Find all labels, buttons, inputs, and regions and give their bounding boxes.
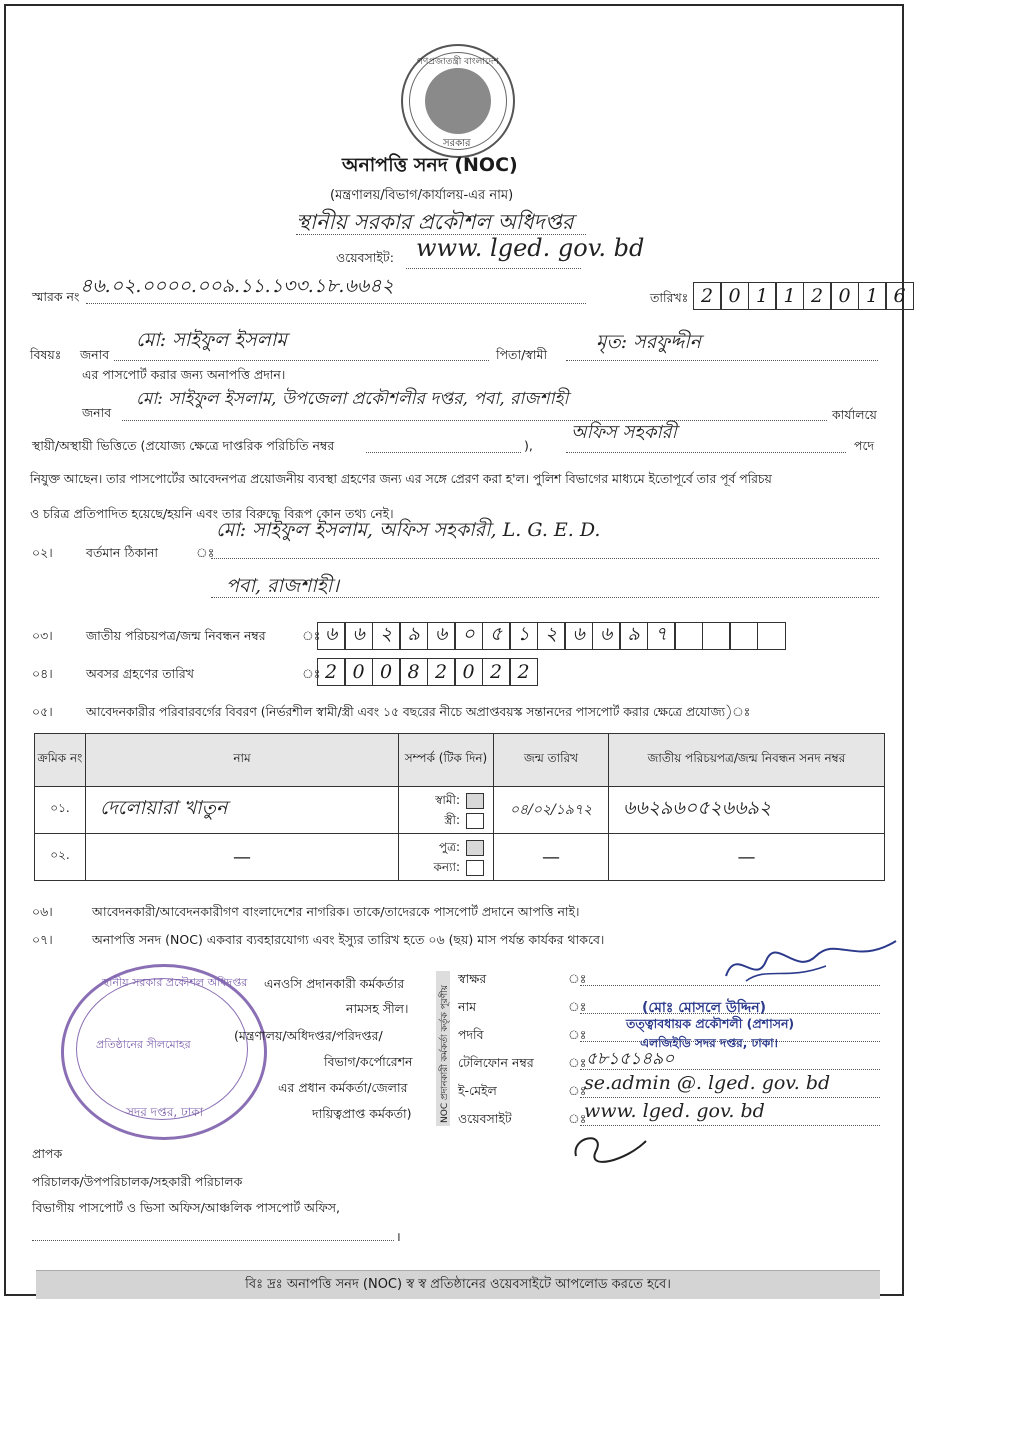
date-digit: 1 xyxy=(748,282,777,310)
date-digit: 1 xyxy=(775,282,804,310)
address-line-2 xyxy=(211,597,879,598)
government-seal xyxy=(401,44,515,158)
post-handwritten: অফিস সহকারী xyxy=(571,422,677,443)
nid-label: জাতীয় পরিচয়পত্র/জন্ম নিবন্ধন নম্বর xyxy=(86,628,266,643)
date-digit: 6 xyxy=(885,282,914,310)
nid-digit: ৬ xyxy=(427,622,456,650)
address-line-1 xyxy=(211,558,879,559)
officer-office-stamp: এলজিইডি সদর দপ্তর, ঢাকা। xyxy=(640,1036,778,1050)
row-dob: ০৪/০২/১৯৭২ xyxy=(494,787,609,834)
table-row xyxy=(35,834,885,881)
officer-signature xyxy=(706,936,906,996)
vertical-strip-text: NOC প্রদানকারী কর্মকর্তা কর্তৃক পূরণীয় xyxy=(440,984,450,1123)
row-serial: ০১. xyxy=(35,787,86,834)
officer-line-5: এর প্রধান কর্মকর্তা/জেলার xyxy=(278,1080,408,1095)
noc-form-sheet xyxy=(4,4,904,1296)
retire-label: অবসর গ্রহণের তারিখ xyxy=(86,666,194,681)
nid-digit: ৯ xyxy=(619,622,648,650)
date-digit: 0 xyxy=(830,282,859,310)
nid-digit: ৬ xyxy=(317,622,346,650)
nid-digit: ১ xyxy=(509,622,538,650)
officer-name-stamp: (মোঃ মোসলে উদ্দিন) xyxy=(642,1000,766,1016)
post-suffix: পদে xyxy=(854,438,875,453)
nid-digit xyxy=(674,622,703,650)
form-title: অনাপত্তি সনদ (NOC) xyxy=(342,154,518,176)
memo-line xyxy=(86,303,586,304)
field-name-label: নাম xyxy=(458,999,477,1014)
date-digit: 2 xyxy=(803,282,832,310)
subject-line-3: স্থায়ী/অস্থায়ী ভিত্তিতে (প্রযোজ্য ক্ষেত্রে দাপ্তরিক পরিচিতি নম্বর xyxy=(32,438,335,453)
website-label: ওয়েবসাইট: xyxy=(336,250,394,265)
col-dob: জন্ম তারিখ xyxy=(494,734,609,787)
nid-digit: ৬ xyxy=(344,622,373,650)
colon: ঃ xyxy=(568,971,587,986)
nid-digit xyxy=(729,622,758,650)
footer-note: বিঃ দ্রঃ অনাপত্তি সনদ (NOC) স্ব স্ব প্রতিষ্ঠানের ওয়েবসাইটে আপলোড করতে হবে। xyxy=(36,1270,880,1299)
col-serial: ক্রমিক নং xyxy=(35,734,86,787)
recipient-line-1: পরিচালক/উপপরিচালক/সহকারী পরিচালক xyxy=(32,1174,243,1189)
colon: ঃ xyxy=(568,1027,587,1042)
colon: ঃ xyxy=(568,999,587,1014)
officer-website-handwritten: www. lged. gov. bd xyxy=(584,1100,765,1122)
table-row xyxy=(35,787,885,834)
address-colon: ঃ xyxy=(196,545,215,560)
checkbox[interactable] xyxy=(466,860,484,876)
father-line xyxy=(566,360,878,361)
paragraph-2: ও চরিত্র প্রতিপাদিত হয়েছে/হয়নি এবং তার বিরুদ্ধে বিরূপ কোন তথ্য নেই। xyxy=(30,506,394,521)
officer-line-3: (মন্ত্রণালয়/অধিদপ্তর/পরিদপ্তর/ xyxy=(234,1028,383,1043)
janab-label: জনাব xyxy=(80,347,110,362)
stamp-bottom-text: সদর দপ্তর, ঢাকা xyxy=(126,1105,204,1119)
retire-digit: 2 xyxy=(482,658,511,686)
nid-boxes xyxy=(318,622,786,650)
officer-email-handwritten: se.admin @. lged. gov. bd xyxy=(584,1072,831,1094)
officer-phone-handwritten: ৫৮১৫১৪৯০ xyxy=(586,1049,675,1069)
clause-07-num: ০৭। xyxy=(32,932,53,947)
date-boxes xyxy=(694,282,914,310)
retire-digit: 8 xyxy=(399,658,428,686)
checkbox[interactable] xyxy=(466,793,484,809)
clause-06-text: আবেদনকারী/আবেদনকারীগণ বাংলাদেশের নাগরিক। তাকে/তাদেরকে পাসপোর্ট প্রদানে আপত্তি নাই। xyxy=(92,904,580,919)
seal-top-text: গণপ্রজাতন্ত্রী বাংলাদেশ xyxy=(417,57,499,67)
checkbox[interactable] xyxy=(466,840,484,856)
seal-bottom-text: সরকার xyxy=(443,138,471,149)
office-line xyxy=(122,420,827,421)
website-line xyxy=(406,268,581,269)
relation-option-husband xyxy=(400,790,492,810)
relation-option-wife xyxy=(400,810,492,830)
vertical-strip xyxy=(436,971,450,1126)
subject-line-2: এর পাসপোর্ট করার জন্য অনাপত্তি প্রদান। xyxy=(82,367,286,382)
nid-digit: ২ xyxy=(372,622,401,650)
relation-label: কন্যা: xyxy=(433,860,460,874)
row-serial: ০২. xyxy=(35,834,86,881)
form-subtitle: (মন্ত্রণালয়/বিভাগ/কার্যালয়-এর নাম) xyxy=(330,188,514,203)
seal-map-emblem xyxy=(425,68,491,134)
row-relation xyxy=(399,834,494,881)
date-digit: 0 xyxy=(720,282,749,310)
col-name: নাম xyxy=(86,734,399,787)
nid-num: ০৩। xyxy=(32,628,53,643)
relation-option-son xyxy=(400,837,492,857)
address-label: বর্তমান ঠিকানা xyxy=(86,545,159,560)
field-designation-label: পদবি xyxy=(458,1027,484,1042)
recipient-line-3-end: । xyxy=(396,1229,401,1244)
email-line xyxy=(580,1097,880,1098)
row-name: দেলোয়ারা খাতুন xyxy=(86,787,399,834)
father-name-handwritten: মৃত: সরফুদ্দীন xyxy=(596,331,701,353)
field-signature-label: স্বাক্ষর xyxy=(458,971,487,986)
janab2-label: জনাব xyxy=(82,405,112,420)
nid-digit: ৬ xyxy=(564,622,593,650)
nid-digit: ২ xyxy=(537,622,566,650)
initial-signature xyxy=(566,1126,656,1171)
row-dob: — xyxy=(494,834,609,881)
clause-07-text: অনাপত্তি সনদ (NOC) একবার ব্যবহারযোগ্য এবং ইস্যুর তারিখ হতে ০৬ (ছয়) মাস পর্যন্ত কার্যকর থাকবে। xyxy=(92,932,605,947)
officer-designation-stamp: তত্ত্বাবধায়ক প্রকৌশলী (প্রশাসন) xyxy=(626,1016,795,1031)
retire-digit: 0 xyxy=(372,658,401,686)
officer-line-6: দায়িত্বপ্রাপ্ত কর্মকর্তা) xyxy=(312,1106,412,1121)
office-address-handwritten: মো: সাইফুল ইসলাম, উপজেলা প্রকৌশলীর দপ্তর, পবা, রাজশাহী xyxy=(136,389,569,409)
post-line xyxy=(566,452,846,453)
retire-digit: 2 xyxy=(427,658,456,686)
nid-digit xyxy=(702,622,731,650)
retire-digit: 2 xyxy=(509,658,538,686)
colon: ঃ xyxy=(568,1111,587,1126)
id-line xyxy=(366,452,521,453)
family-intro-text: আবেদনকারীর পরিবারবর্গের বিবরণ (নির্ভরশীল স্বামী/স্ত্রী এবং ১৫ বছরের নীচে অপ্রাপ্তবয়স্ক সন্তানদের পাসপোর্ট করার ক্ষেত্রে প্রযোজ্য)ঃ xyxy=(86,705,751,719)
officer-line-1: এনওসি প্রদানকারী কর্মকর্তার xyxy=(264,976,405,991)
retire-boxes xyxy=(318,658,538,686)
date-digit: 2 xyxy=(693,282,722,310)
field-website-label: ওয়েবসাইট xyxy=(458,1111,512,1126)
nid-digit: ৬ xyxy=(592,622,621,650)
row-name: — xyxy=(86,834,399,881)
nid-digit: ৭ xyxy=(647,622,676,650)
name-line xyxy=(114,360,489,361)
family-table xyxy=(34,733,885,881)
office-suffix: কার্যালয়ে xyxy=(832,407,877,422)
paragraph-1: নিযুক্ত আছেন। তার পাসপোর্টের আবেদনপত্র প্রয়োজনীয় ব্যবস্থা গ্রহণের জন্য এর সঙ্গে প্রেরণ করা হ'ল। পুলিশ বিভাগের মাধ্যমে ইতোপূর্বে তার পূর্ব পরিচয় xyxy=(30,472,772,486)
address-line-1-handwritten: মো: সাইফুল ইসলাম, অফিস সহকারী, L. G. E. D. xyxy=(216,519,601,541)
stamp-inner-text: প্রতিষ্ঠানের সীলমোহর xyxy=(96,1038,191,1051)
subject-line-3-mid: ), xyxy=(524,438,533,453)
officer-line-4: বিভাগ/কর্পোরেশন xyxy=(324,1054,413,1069)
address-line-2-handwritten: পবা, রাজশাহী। xyxy=(226,575,339,597)
website-handwritten: www. lged. gov. bd xyxy=(416,234,645,262)
field-phone-label: টেলিফোন নম্বর xyxy=(458,1055,534,1070)
colon: ঃ xyxy=(568,1055,587,1070)
row-nid: — xyxy=(609,834,885,881)
col-relation: সম্পর্ক (টিক দিন) xyxy=(399,734,494,787)
address-num: ০২। xyxy=(32,545,53,560)
relation-label: স্ত্রী: xyxy=(444,813,460,827)
nid-digit xyxy=(757,622,786,650)
stamp-ring-text: স্থানীয় সরকার প্রকৌশল অধিদপ্তর xyxy=(102,976,248,989)
retire-colon: ঃ xyxy=(302,666,321,681)
relation-option-daughter xyxy=(400,857,492,877)
retire-digit: 0 xyxy=(454,658,483,686)
date-digit: 1 xyxy=(858,282,887,310)
colon: ঃ xyxy=(568,1083,587,1098)
father-label: পিতা/স্বামী xyxy=(496,347,548,362)
subject-label: বিষয়ঃ xyxy=(30,347,62,362)
nid-digit: ০ xyxy=(454,622,483,650)
relation-label: স্বামী: xyxy=(435,793,460,807)
retire-num: ০৪। xyxy=(32,666,53,681)
col-nid: জাতীয় পরিচয়পত্র/জন্ম নিবন্ধন সনদ নম্বর xyxy=(609,734,885,787)
family-intro-num: ০৫। xyxy=(32,704,53,719)
recipient-line-3 xyxy=(32,1240,394,1241)
family-table-header-row xyxy=(35,734,885,787)
memo-label: স্মারক নং xyxy=(32,289,80,304)
row-relation xyxy=(399,787,494,834)
recipient-label: প্রাপক xyxy=(32,1146,63,1161)
clause-06-num: ০৬। xyxy=(32,904,53,919)
officer-line-2: নামসহ সীল। xyxy=(346,1001,409,1016)
nid-digit: ৫ xyxy=(482,622,511,650)
retire-digit: 2 xyxy=(317,658,346,686)
retire-digit: 0 xyxy=(344,658,373,686)
nid-colon: ঃ xyxy=(302,628,321,643)
recipient-line-2: বিভাগীয় পাসপোর্ট ও ভিসা অফিস/আঞ্চলিক পাসপোর্ট অফিস, xyxy=(32,1200,340,1215)
memo-number-handwritten: ৪৬.০২.০০০০.০০৯.১১.১৩৩.১৮.৬৬৪২ xyxy=(80,275,394,297)
checkbox[interactable] xyxy=(466,813,484,829)
office-name-handwritten: স্থানীয় সরকার প্রকৌশল অধিদপ্তর xyxy=(296,210,574,234)
date-label: তারিখঃ xyxy=(650,290,689,305)
row-nid: ৬৬২৯৬০৫২৬৬৯২ xyxy=(609,787,885,834)
applicant-name-handwritten: মো: সাইফুল ইসলাম xyxy=(136,329,287,351)
field-email-label: ই-মেইল xyxy=(458,1083,497,1098)
nid-digit: ৯ xyxy=(399,622,428,650)
relation-label: পুত্র: xyxy=(438,840,460,854)
